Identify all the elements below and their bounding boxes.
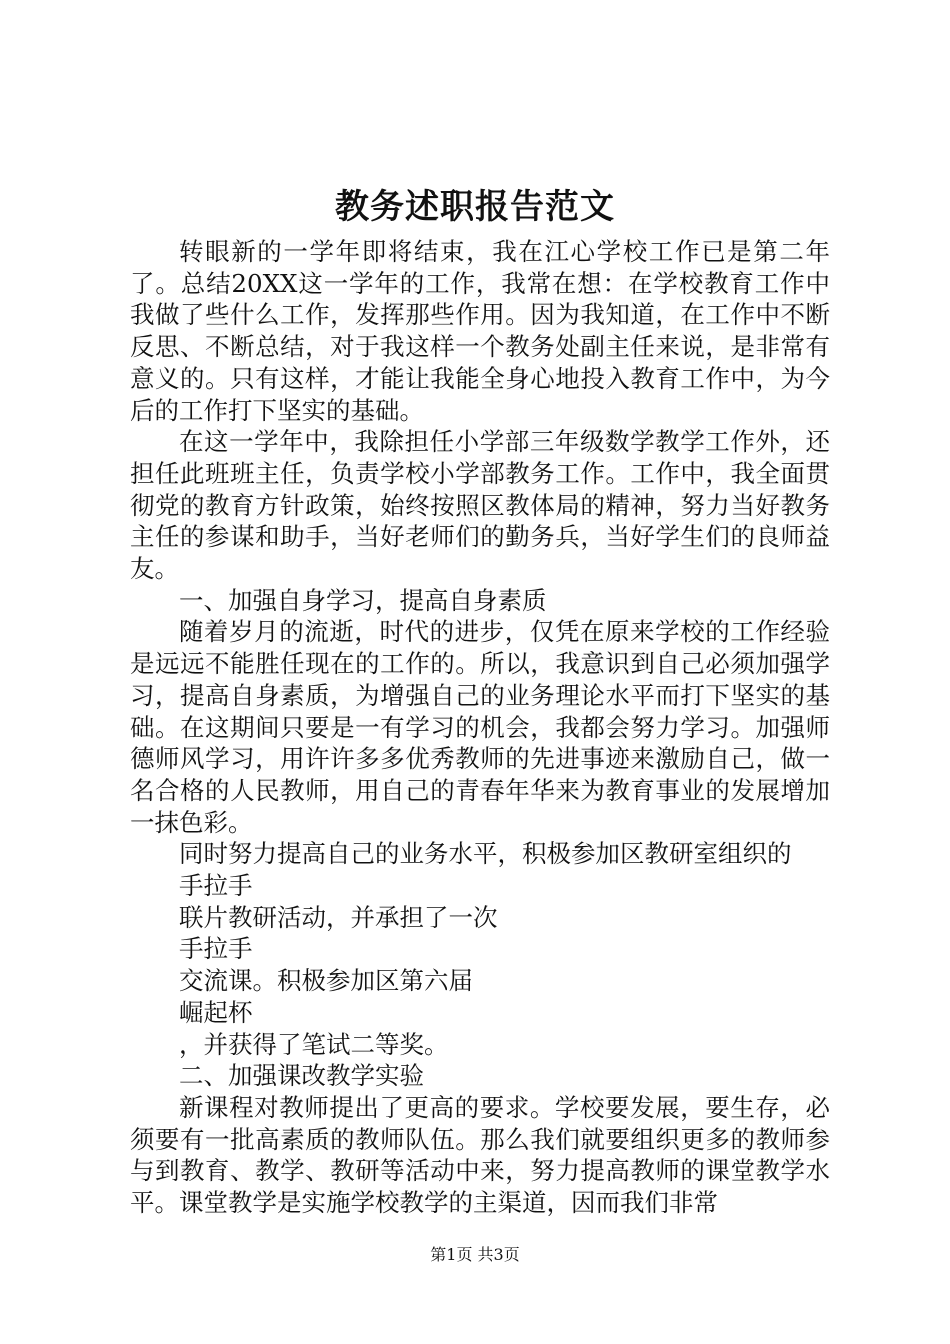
section-heading-2: 二、加强课改教学实验 xyxy=(179,1061,424,1091)
fragment-line: 交流课。积极参加区第六届 xyxy=(179,966,473,996)
fragment-line: 手拉手 xyxy=(179,871,253,901)
page-number-footer: 第1页 共3页 xyxy=(430,1245,520,1264)
duties-paragraph: 在这一学年中，我除担任小学部三年级数学教学工作外，还担任此班班主任，负责学校小学部教务工作。工作中，我全面贯彻党的教育方针政策，始终按照区教体局的精神，努力当好教务主任的参谋和助手，当好老师们的勤务兵，当好学生们的良师益友。 xyxy=(130,427,830,584)
fragment-line: 手拉手 xyxy=(179,934,253,964)
fragment-line: 联片教研活动，并承担了一次 xyxy=(179,902,498,932)
fragment-line: ，并获得了笔试二等奖。 xyxy=(179,1029,449,1059)
fragment-line: 同时努力提高自己的业务水平，积极参加区教研室组织的 xyxy=(179,839,792,869)
document-title: 教务述职报告范文 xyxy=(335,187,615,227)
section-heading-1: 一、加强自身学习，提高自身素质 xyxy=(179,585,547,615)
fragment-line: 崛起杯 xyxy=(179,997,253,1027)
section-2-paragraph: 新课程对教师提出了更高的要求。学校要发展，要生存，必须要有一批高素质的教师队伍。那么我们就要组织更多的教师参与到教育、教学、教研等活动中来，努力提高教师的课堂教学水平。课堂教学是实施学校教学的主渠道，因而我们非常 xyxy=(130,1092,830,1218)
section-1-paragraph: 随着岁月的流逝，时代的进步，仅凭在原来学校的工作经验是远远不能胜任现在的工作的。所以，我意识到自己必须加强学习，提高自身素质，为增强自己的业务理论水平而打下坚实的基础。在这期间只要是一有学习的机会，我都会努力学习。加强师德师风学习，用许许多多优秀教师的先进事迹来激励自己，做一名合格的人民教师，用自己的青春年华来为教育事业的发展增加一抹色彩。 xyxy=(130,617,830,837)
intro-paragraph: 转眼新的一学年即将结束，我在江心学校工作已是第二年了。总结20XX这一学年的工作，我常在想：在学校教育工作中我做了些什么工作，发挥那些作用。因为我知道，在工作中不断反思、不断总结，对于我这样一个教务处副主任来说，是非常有意义的。只有这样，才能让我能全身心地投入教育工作中，为今后的工作打下坚实的基础。 xyxy=(130,237,830,425)
document-body xyxy=(130,236,830,1219)
